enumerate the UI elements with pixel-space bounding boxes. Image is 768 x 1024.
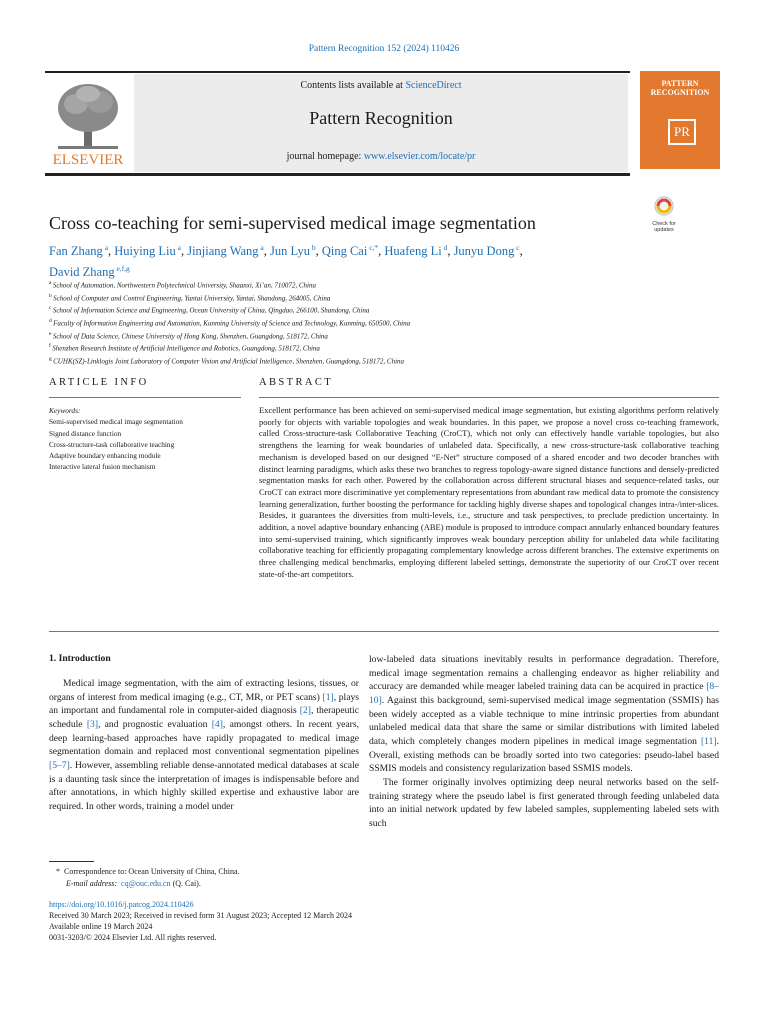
paragraph-text: , plays an important and fundamental role in computer-aided diagnosis	[49, 691, 359, 717]
author-affiliation-sup[interactable]: c,*	[367, 243, 379, 252]
keywords-block	[49, 405, 249, 473]
affiliation-sup: e	[49, 330, 53, 337]
affiliation-item	[49, 291, 669, 304]
citation-link[interactable]: [11]	[700, 735, 717, 747]
paragraph-text: , therapeutic schedule	[49, 705, 359, 730]
sciencedirect-link[interactable]: ScienceDirect	[405, 80, 462, 91]
affiliation-text: School of Automation, Northwestern Polytechnical University, Shaanxi, Xi’an, 710072, China	[52, 281, 316, 290]
author-affiliation-sup[interactable]: e,f,g	[114, 264, 130, 274]
abstract-heading: ABSTRACT	[259, 377, 334, 388]
paragraph-text: , and prognostic evaluation	[98, 718, 212, 730]
journal-cover-image[interactable]	[640, 71, 720, 169]
author-separator: ,	[378, 244, 385, 259]
homepage-prefix: journal homepage:	[286, 151, 364, 162]
affiliation-text: School of Information Science and Engineering, Ocean University of China, Qingdao, 266100, Shandong, China	[52, 306, 370, 315]
correspondence-line	[56, 866, 456, 878]
keyword-item: Adaptive boundary enhancing module	[49, 451, 161, 461]
check-updates-icon	[644, 196, 684, 216]
cover-monogram: PR	[668, 119, 696, 145]
citation-link[interactable]: [5–7]	[49, 759, 70, 771]
paragraph-text: Medical image segmentation, with the aim of extracting lesions, tissues, or organs of interest from medical imaging (e.g., CT, MR, or PET scans)	[49, 678, 359, 703]
affiliation-text: CUHK(SZ)-Linklogis Joint Laboratory of Computer Vision and Artificial Intelligence, Shenzhen, Guangdong, 518172, China	[53, 357, 405, 366]
author-affiliation-sup[interactable]: a	[258, 243, 264, 252]
footnote-rule	[49, 861, 94, 862]
email-line	[56, 878, 456, 890]
paragraph-text: , amongst others. In recent years, deep learning-based approaches have rapidly propagated to medical image segmentation domain and replaced most conventional segmentation pipelines	[49, 718, 359, 758]
email-label: E-mail address:	[66, 879, 118, 888]
journal-name: Pattern Recognition	[309, 108, 453, 128]
author-separator: ,	[108, 244, 115, 259]
affiliation-text: Faculty of Information Engineering and Automation, Kunming University of Science and Technology, Kunming, 650500, China	[53, 319, 411, 328]
author-name-link[interactable]: David Zhang $^{e,f,g}$	[49, 264, 130, 280]
citation-link[interactable]: [3]	[86, 718, 99, 730]
footnote-star: *	[56, 867, 60, 876]
doi-link[interactable]: https://doi.org/10.1016/j.patcog.2024.110426	[49, 900, 194, 909]
author-name-link[interactable]: Jinjiang Wang $^a$	[187, 243, 264, 259]
elsevier-tree-icon	[48, 78, 128, 168]
abstract-rule	[259, 397, 719, 398]
author-name-link[interactable]: Huafeng Li $^d$	[384, 243, 448, 259]
correspondence-text: Correspondence to: Ocean University of China, China.	[64, 867, 240, 876]
affiliations-list	[49, 278, 669, 366]
affiliation-sup: g	[49, 355, 54, 362]
author-affiliation-sup[interactable]: a	[175, 243, 181, 252]
article-info-rule	[49, 397, 241, 398]
abstract-bottom-rule	[49, 631, 719, 632]
paragraph-text: . However, assembling reliable dense-annotated medical databases at scale is a daunting task since the interpretation of images is indispensable before and after annotations, in which highly skilled expertise and exhaustive labor are required. In other words, training a model under	[49, 759, 359, 812]
paper-title: Cross co-teaching for semi-supervised medical image segmentation	[49, 213, 536, 233]
affiliation-item	[49, 316, 669, 329]
homepage-line	[134, 151, 628, 162]
affiliation-sup: b	[49, 292, 54, 299]
keywords-label: Keywords:	[49, 406, 81, 415]
section-heading-introduction: 1. Introduction	[49, 653, 111, 664]
abstract-text: Excellent performance has been achieved on semi-supervised medical image segmentation, but existing algorithms perform relatively poorly for objects with variable topologies and weak boundaries. In this paper, we propose a novel cross co-teaching framework, called Cross-structure-task Collaborative Teaching (CroCT), which not only can effectively handle variable topologies, but also strengthens the learning for weak boundaries of unlabeled data. Specifically, a new cross-structure-task collaborative teaching mechanism is developed based on our designed “E-Net” structure composed of a shared encoder and two decoder branches with distinct learning paradigms, which asks these two branches to regress topology-aware signed distance functions and densely-predicted segmentation masks for each other. Powered by the collaboration across different structural biases and sequence-related tasks, our CroCT can extract more discriminative yet complementary representations from abundant raw medical data to promote the consistency learning generalization, further boosting the performance for tackling highly diverse shapes and topological changes intra-/inter-slices. Besides, it guarantees the diversities from multi-levels, i.e., structure and task perspectives, to preclude prediction uncertainty. In addition, a novel adaptive boundary enhancing (ABE) module is proposed to introduce compact annularly enhanced boundary features into semi-supervised training, which significantly improves weak boundary perception ability for unlabeled data while facilitating collaborative teaching for efficiently propagating complementary knowledge across different branches. The extensive experiments on three challenging medical benchmarks, employing different labeled settings, demonstrate the superiority of our CroCT over recent state-of-the-art competitors.	[259, 405, 719, 579]
affiliation-sup: a	[49, 280, 53, 286]
affiliation-item	[49, 329, 669, 342]
affiliation-sup: f	[49, 343, 53, 350]
keyword-item: Signed distance function	[49, 428, 122, 438]
elsevier-wordmark: ELSEVIER	[52, 152, 124, 168]
cover-title: PATTERN RECOGNITION	[650, 79, 710, 97]
author-separator: ,	[263, 244, 271, 259]
author-affiliation-sup[interactable]: a	[102, 243, 109, 252]
author-name-link[interactable]: Huiying Liu $^a$	[114, 243, 181, 259]
affiliation-text: School of Computer and Control Engineering, Yantai University, Yantai, Shandong, 264005, China	[53, 293, 331, 302]
check-updates-label: Check for updates	[652, 221, 676, 233]
intro-paragraph	[369, 653, 719, 776]
affiliation-text: School of Data Science, Chinese University of Hong Kong, Shenzhen, Guangdong, 518172, China	[52, 331, 328, 340]
received-dates: Received 30 March 2023; Received in revised form 31 August 2023; Accepted 12 March 2024	[49, 911, 353, 920]
keyword-item: Semi-supervised medical image segmentation	[49, 417, 183, 427]
affiliation-text: Shenzhen Research Institute of Artificial Intelligence and Robotics, Guangdong, 518172, China	[52, 344, 320, 353]
author-separator: ,	[447, 244, 454, 259]
body-column-left	[49, 677, 359, 814]
author-separator: ,	[519, 244, 523, 259]
citation-link[interactable]: [8–10]	[369, 681, 719, 706]
contents-line	[134, 80, 628, 91]
copyright-line: 0031-3203/© 2024 Elsevier Ltd. All rights reserved.	[49, 933, 217, 942]
affiliation-item	[49, 341, 669, 354]
affiliation-sup: c	[49, 305, 53, 312]
affiliation-item	[49, 354, 669, 367]
body-column-right	[369, 653, 719, 831]
journal-reference-link[interactable]: Pattern Recognition 152 (2024) 110426	[308, 44, 460, 54]
author-name-link[interactable]: Fan Zhang $^a$	[49, 243, 109, 259]
citation-link[interactable]: [1]	[322, 691, 334, 703]
author-list	[49, 239, 629, 281]
affiliation-sup: d	[49, 317, 54, 324]
correspondence-footnote	[56, 866, 456, 890]
intro-paragraph	[49, 677, 359, 814]
keyword-item: Interactive lateral fusion mechanism	[49, 462, 156, 472]
available-online: Available online 19 March 2024	[49, 922, 153, 931]
author-separator: ,	[180, 244, 188, 259]
author-affiliation-sup[interactable]: c	[514, 243, 520, 252]
contents-prefix: Contents lists available at	[300, 80, 406, 91]
affiliation-item	[49, 278, 669, 291]
header-top-rule	[45, 71, 630, 73]
check-for-updates-button[interactable]	[644, 196, 684, 233]
author-name-link[interactable]: Jun Lyu $^b$	[270, 243, 316, 259]
author-affiliation-sup[interactable]: d	[441, 243, 448, 252]
paragraph-text: . Against this background, semi-supervised medical image segmentation (SSMIS) has been widely accepted as a viable technique to mine intrinsic properties from abundant unlabeled medical data that share the same or similar distributions with limited labeled data, which completely changes modern pipelines in medical image segmentation	[369, 694, 719, 747]
elsevier-logo[interactable]	[48, 78, 128, 168]
affiliation-item	[49, 303, 669, 316]
header-bottom-rule	[45, 173, 630, 176]
paragraph-text: low-labeled data situations inevitably results in performance degradation. Therefore, medical image segmentation remains a challenging endeavor as higher reliability and accuracy are demanded while meager labeled training data can be acquired in practice	[369, 654, 719, 693]
email-suffix: (Q. Cai).	[170, 879, 201, 888]
author-name-link[interactable]: Qing Cai $^{c,*}$	[321, 243, 379, 259]
journal-homepage-link[interactable]: www.elsevier.com/locate/pr	[363, 151, 476, 162]
keyword-item: Cross-structure-task collaborative teaching	[49, 439, 175, 449]
author-separator: ,	[315, 244, 322, 259]
citation-link[interactable]: [2]	[299, 705, 311, 717]
author-affiliation-sup[interactable]: b	[309, 243, 316, 252]
article-metadata	[49, 899, 549, 943]
article-info-heading: ARTICLE INFO	[49, 377, 149, 388]
author-name-link[interactable]: Junyu Dong $^c$	[453, 243, 520, 259]
intro-paragraph: The former originally involves optimizing deep neural networks based on the self-training strategy where the pseudo label is first generated through feeding unlabeled data into an initial network updated by few labeled samples, supplementing labeled sets with such	[369, 776, 719, 829]
email-link[interactable]: cq@ouc.edu.cn	[121, 879, 171, 888]
citation-link[interactable]: [4]	[211, 718, 223, 730]
paragraph-text: . Overall, existing methods can be broadly sorted into two categories: pseudo-label based SSMIS models and consistency regularization based SSMIS models.	[369, 735, 719, 775]
